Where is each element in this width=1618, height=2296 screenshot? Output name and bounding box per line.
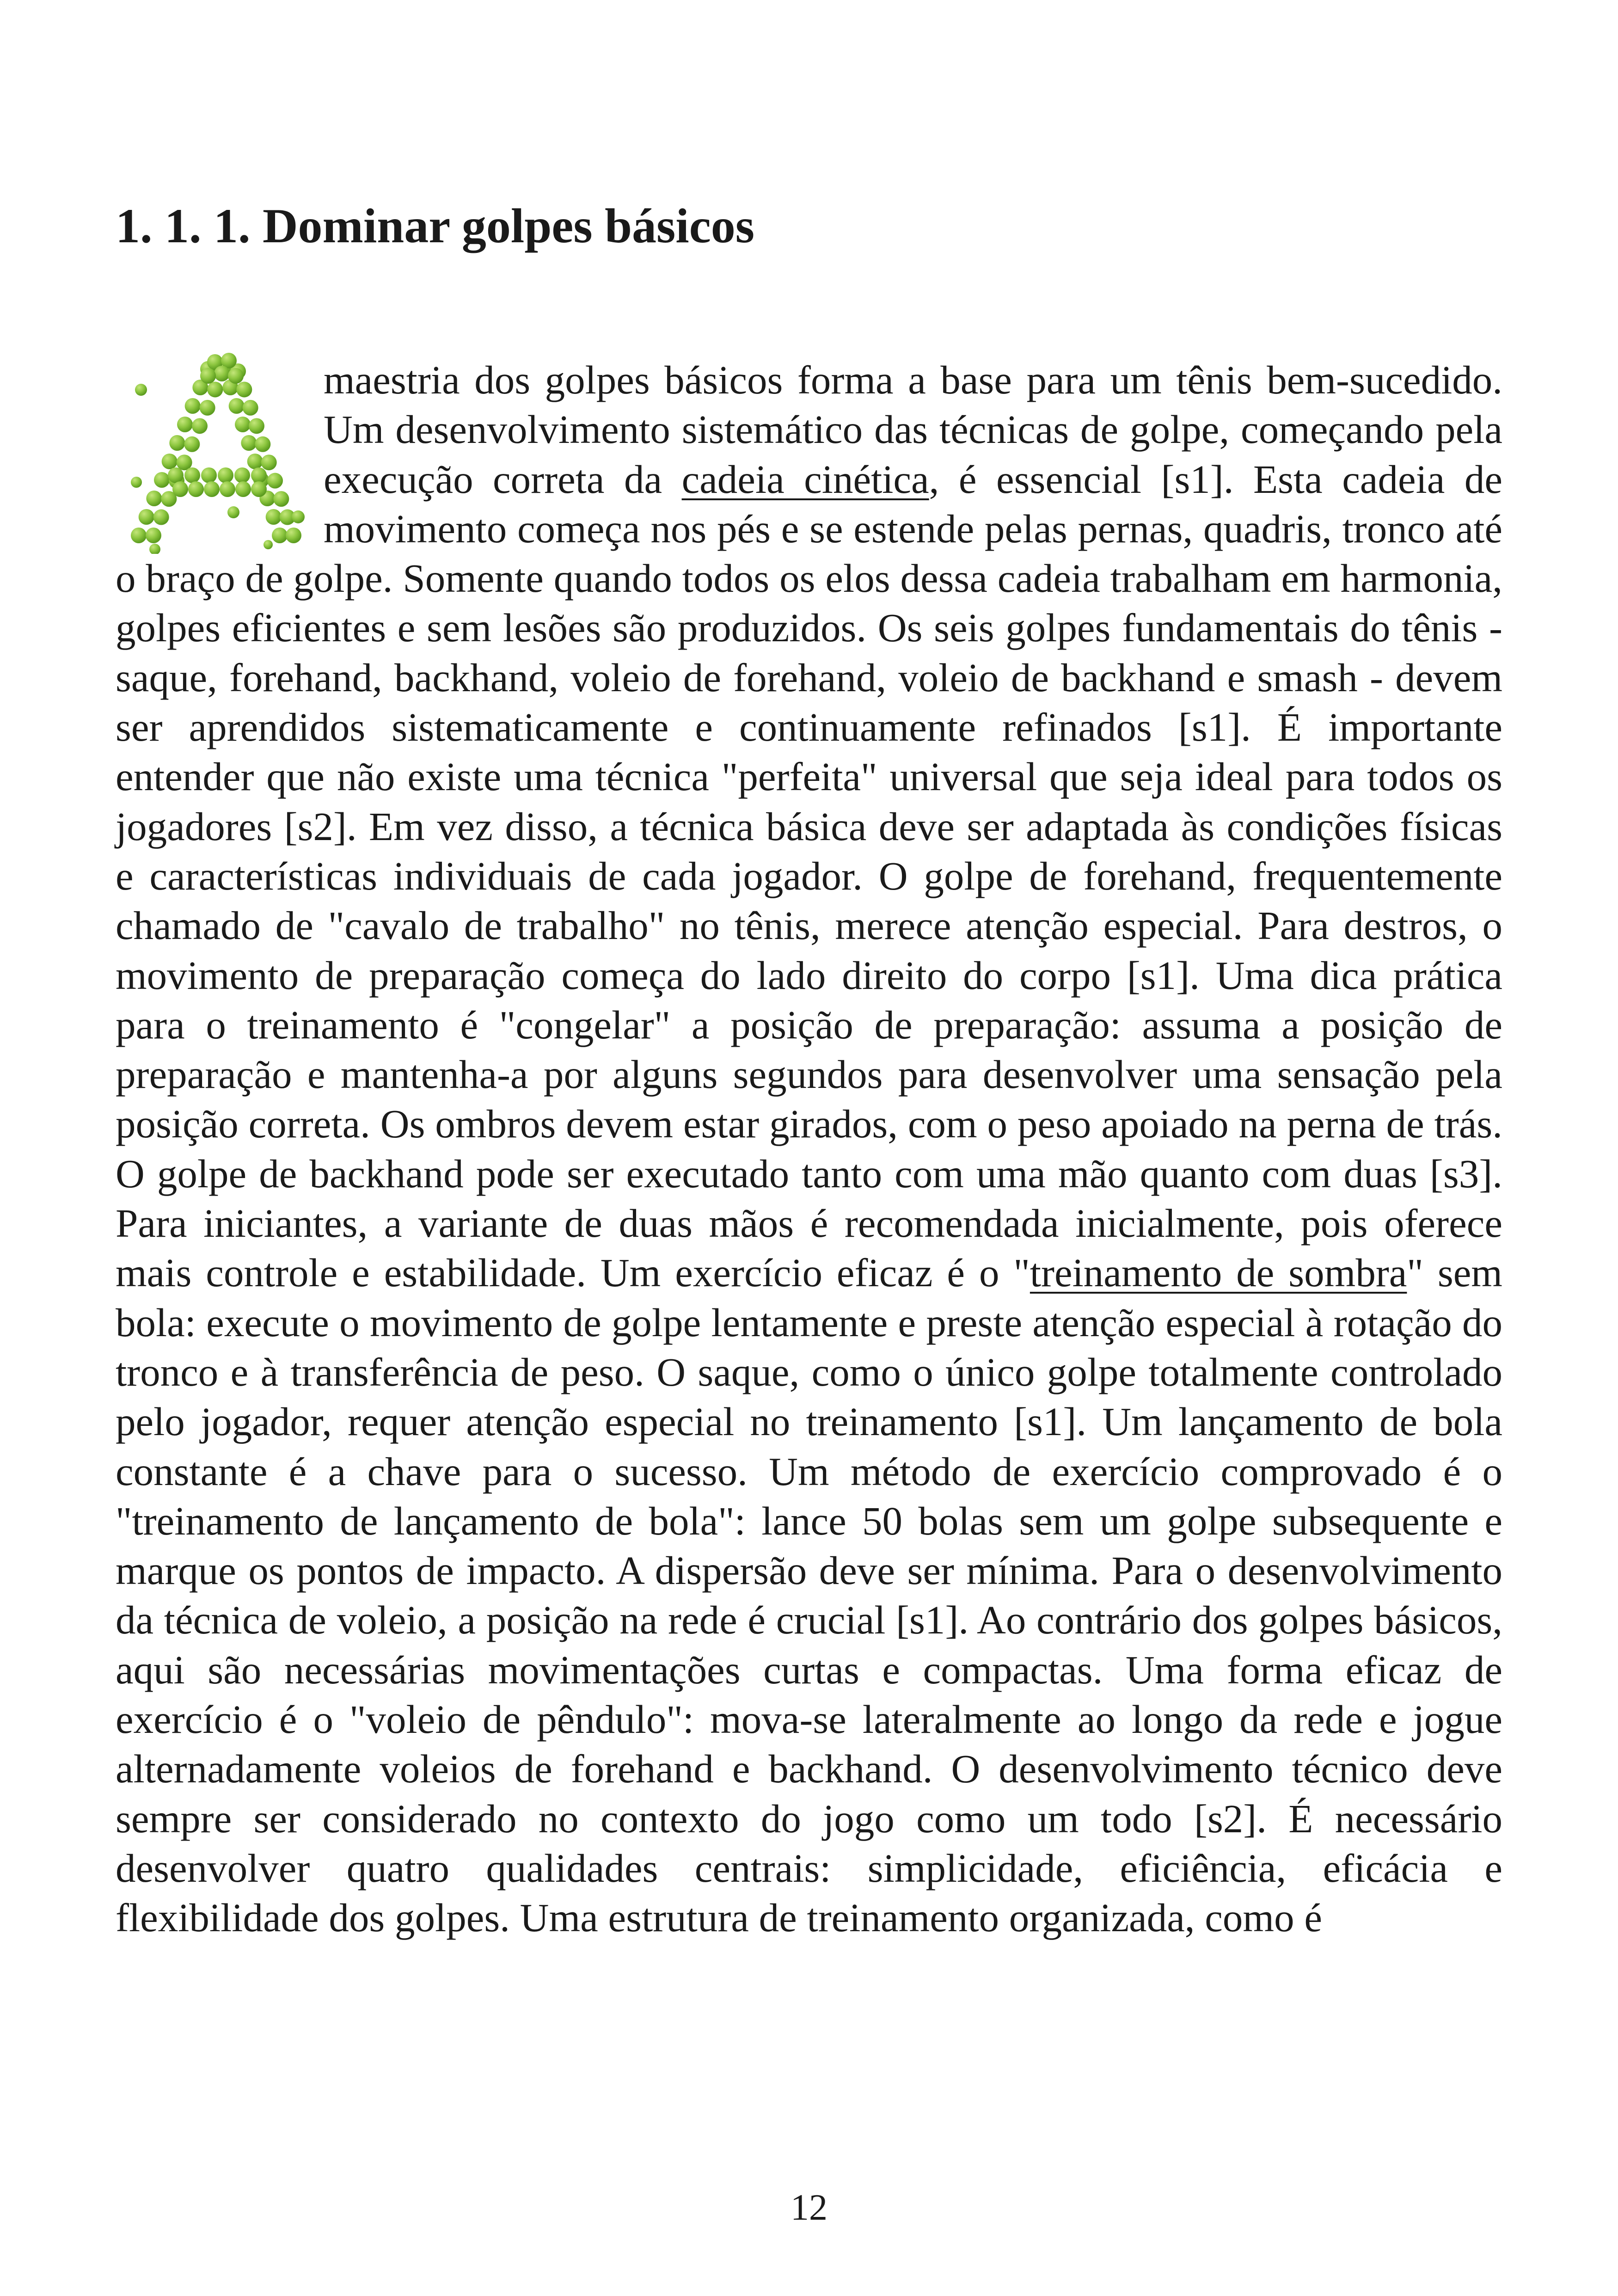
dropcap-ball [228, 368, 244, 384]
dropcap-ball [153, 510, 169, 525]
dropcap-ball [207, 381, 223, 397]
dropcap-ball [251, 467, 267, 483]
dropcap-ball [243, 400, 258, 416]
dropcap-ball [135, 384, 147, 396]
dropcap-ball [204, 481, 220, 497]
link-treinamento-de-sombra[interactable]: treinamento de sombra [1030, 1250, 1407, 1295]
dropcap-ball [200, 368, 216, 384]
dropcap-ball [149, 544, 160, 554]
dropcap-ball [267, 473, 283, 489]
dropcap-ball [139, 509, 154, 525]
dropcap-ball [154, 472, 170, 488]
dropcap-ball [201, 467, 217, 483]
dropcap-ball [249, 418, 264, 434]
dropcap-ball [241, 435, 257, 451]
dropcap-ball [188, 481, 204, 497]
dropcap-ball [273, 491, 289, 507]
dropcap-ball [251, 481, 267, 497]
dropcap-ball [234, 467, 250, 483]
dropcap-ball [184, 436, 200, 452]
page-number: 12 [791, 2187, 827, 2228]
dropcap-ball [172, 481, 188, 497]
dropcap-ball [292, 510, 305, 523]
dropcap-ball [235, 481, 251, 497]
paragraph-text-2: , é essencial [s1]. Esta cadeia de movimento começa nos pés e se estende pelas pernas, quadris, tronco até o braço de golpe. Somente quando todos os elos dessa cadeia trabalham em harmonia, golpes eficientes e sem lesões são produzidos. Os seis golpes fundamentais do tênis - saque, forehand, backhand, voleio de forehand, voleio de backhand e smash - devem ser aprendidos sistematicamente e continuamente refinados [s1]. É importante entender que não existe uma técnica "perfeita" universal que seja ideal para todos os jogadores [s2]. Em vez disso, a técnica básica deve ser adaptada às condições físicas e características individuais de cada jogador. O golpe de forehand, frequentemente chamado de "cavalo de trabalho" no tênis, merece atenção especial. Para destros, o movimento de preparação começa do lado direito do corpo [s1]. Uma dica prática para o treinamento é "congelar" a posição de preparação: assuma a posição de preparação e mantenha-a por alguns segundos para desenvolver uma sensação pela posição correta. Os ombros devem estar girados, com o peso apoiado na perna de trás. O golpe de backhand pode ser executado tanto com uma mão quanto com duas [s3]. Para iniciantes, a variante de duas mãos é recomendada inicialmente, pois oferece mais controle e estabilidade. Um exercício eficaz é o " [116, 456, 1502, 1295]
dropcap-ball [218, 467, 233, 483]
dropcap-ball [247, 454, 263, 469]
dropcap-ball [227, 506, 239, 518]
dropcap-ball [185, 398, 201, 414]
dropcap-ball [177, 417, 193, 432]
dropcap-ball [200, 400, 215, 416]
section-heading: 1. 1. 1. Dominar golpes básicos [116, 199, 755, 253]
dropcap-ball [272, 528, 288, 543]
dropcap-a [116, 355, 314, 549]
dropcap-ball [236, 381, 252, 397]
dropcap-ball-letter-icon [116, 350, 314, 554]
dropcap-ball [146, 491, 162, 506]
dropcap-ball [266, 509, 282, 525]
dropcap-ball [264, 540, 273, 549]
dropcap-ball [220, 481, 235, 497]
dropcap-ball [146, 528, 161, 543]
dropcap-ball [162, 454, 178, 469]
dropcap-ball [229, 398, 245, 414]
dropcap-ball [192, 418, 208, 434]
dropcap-ball [214, 366, 230, 381]
dropcap-ball [168, 467, 184, 483]
dropcap-ball [169, 435, 185, 451]
body-paragraph [116, 355, 1502, 1943]
paragraph-text-3: " sem bola: execute o movimento de golpe lentamente e preste atenção especial à rotação do tronco e à transferência de peso. O saque, como o único golpe totalmente controlado pelo jogador, requer atenção especial no treinamento [s1]. Um lançamento de bola constante é a chave para o sucesso. Um método de exercício comprovado é o "treinamento de lançamento de bola": lance 50 bolas sem um golpe subsequente e marque os pontos de impacto. A dispersão deve ser mínima. Para o desenvolvimento da técnica de voleio, a posição na rede é crucial [s1]. Ao contrário dos golpes básicos, aqui são necessárias movimentações curtas e compactas. Uma forma eficaz de exercício é o "voleio de pêndulo": mova-se lateralmente ao longo da rede e jogue alternadamente voleios de forehand e backhand. O desenvolvimento técnico deve sempre ser considerado no contexto do jogo como um todo [s2]. É necessário desenvolver quatro qualidades centrais: simplicidade, eficiência, eficácia e flexibilidade dos golpes. Uma estrutura de treinamento organizada, como é [116, 1250, 1502, 1940]
dropcap-ball [261, 454, 277, 470]
dropcap-ball [131, 477, 142, 488]
paragraph-text-1: maestria dos golpes básicos forma a base para um tênis bem-sucedido. Um desenvolvimento sistemático das técnicas de golpe, começando pela execução correta da [324, 357, 1502, 502]
link-cadeia-cinetica[interactable]: cadeia cinética [681, 456, 929, 502]
dropcap-ball [184, 467, 200, 483]
dropcap-ball [131, 528, 147, 543]
dropcap-ball [255, 436, 270, 452]
dropcap-ball [235, 417, 251, 432]
dropcap-ball [286, 528, 301, 543]
